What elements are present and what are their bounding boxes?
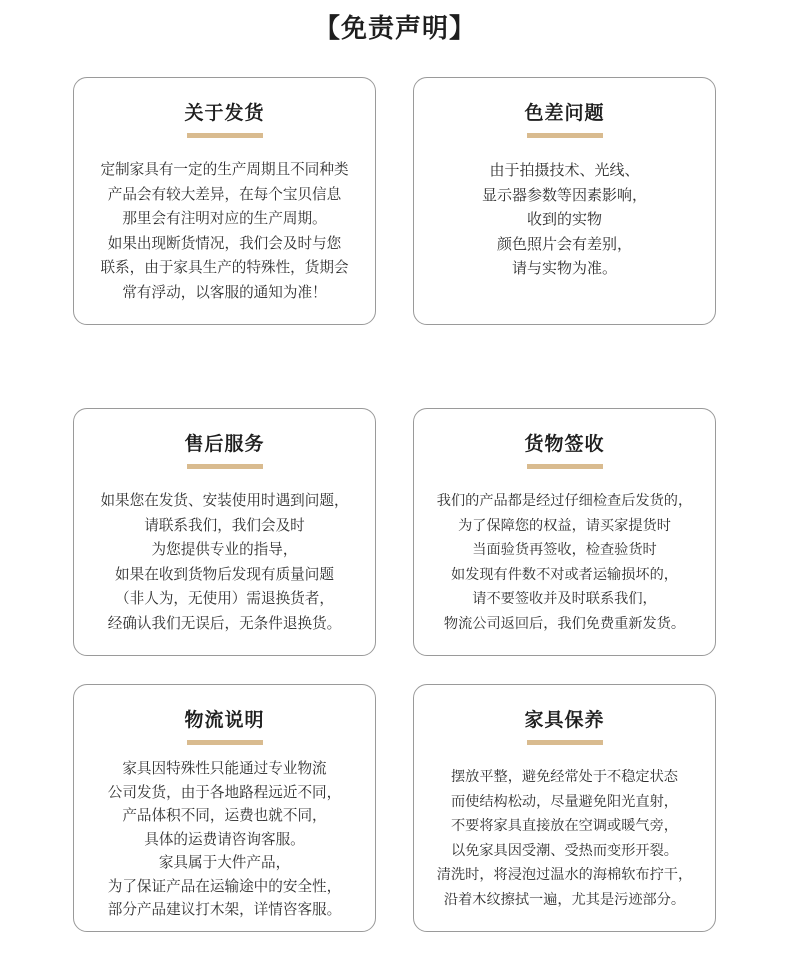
- text-line: 如果您在发货、安装使用时遇到问题，: [100, 492, 349, 509]
- text-line: 沿着木纹擦拭一遍，尤其是污迹部分。: [443, 891, 686, 908]
- text-line: 显示器参数等因素影响，: [481, 185, 647, 204]
- text-line: 而使结构松动，尽量避免阳光直射，: [450, 793, 678, 810]
- text-line: 家具属于大件产品，: [158, 854, 291, 871]
- text-line: 收到的实物: [526, 210, 602, 228]
- text-line: 请不要签收并及时联系我们，: [472, 591, 657, 607]
- card-furniture-care: [413, 684, 716, 932]
- card-delivery-receipt: [413, 408, 716, 656]
- text-line: 家具因特殊性只能通过专业物流: [122, 760, 327, 777]
- text-line: 那里会有注明对应的生产周期。: [122, 210, 327, 227]
- text-line: 部分产品建议打木架，详情咨客服。: [107, 901, 342, 918]
- page-title: 【免责声明】: [313, 14, 476, 44]
- card-text: [420, 765, 709, 912]
- title-underline: [187, 740, 263, 745]
- card-text: [420, 158, 709, 281]
- text-line: 为您提供专业的指导，: [151, 541, 298, 558]
- card-title: 货物签收: [524, 433, 605, 455]
- card-text: [420, 489, 709, 636]
- text-line: 如果出现断货情况，我们会及时与您: [107, 234, 342, 252]
- text-line: 为了保障您的权益，请买家提货时: [458, 517, 671, 534]
- text-line: 具体的运费请咨询客服。: [144, 830, 305, 848]
- card-title: 关于发货: [184, 102, 265, 124]
- card-title: 售后服务: [184, 433, 265, 455]
- title-underline: [187, 464, 263, 469]
- text-line: 请与实物为准。: [511, 259, 617, 277]
- text-line: （非人为，无使用）需退换货者，: [115, 590, 334, 607]
- card-text: [80, 158, 369, 305]
- card-logistics: [73, 684, 376, 932]
- text-line: 请联系我们，我们会及时: [144, 516, 305, 534]
- card-text: [80, 757, 369, 922]
- text-line: 物流公司返回后，我们免费重新发货。: [443, 615, 686, 632]
- text-line: 如发现有件数不对或者运输损坏的，: [450, 566, 678, 583]
- title-underline: [187, 133, 263, 138]
- title-underline: [527, 133, 603, 138]
- text-line: 不要将家具直接放在空调或暖气旁，: [450, 818, 678, 834]
- text-line: 产品体积不同，运费也就不同，: [122, 807, 327, 824]
- card-text: [80, 489, 369, 636]
- card-after-sales: [73, 408, 376, 656]
- text-line: 定制家具有一定的生产周期且不同种类: [100, 161, 349, 178]
- text-line: 如果在收到货物后发现有质量问题: [115, 565, 334, 583]
- text-line: 摆放平整，避免经常处于不稳定状态: [450, 769, 678, 785]
- card-color-difference: [413, 77, 716, 325]
- text-line: 我们的产品都是经过仔细检查后发货的，: [436, 493, 693, 509]
- text-line: 为了保证产品在运输途中的安全性，: [107, 877, 342, 895]
- text-line: 当面验货再签收，检查验货时: [472, 542, 657, 558]
- text-line: 联系，由于家具生产的特殊性，货期会: [100, 259, 349, 276]
- card-shipping: [73, 77, 376, 325]
- text-line: 由于拍摄技术、光线、: [489, 161, 640, 179]
- text-line: 颜色照片会有差别，: [496, 234, 632, 253]
- text-line: 以免家具因受潮、受热而变形开裂。: [450, 842, 678, 859]
- card-title: 色差问题: [524, 102, 605, 124]
- text-line: 公司发货，由于各地路程远近不同，: [107, 783, 342, 801]
- text-line: 清洗时，将浸泡过温水的海棉软布拧干，: [436, 867, 693, 883]
- text-line: 产品会有较大差异，在每个宝贝信息: [107, 185, 342, 203]
- card-title: 物流说明: [184, 709, 265, 731]
- text-line: 经确认我们无误后，无条件退换货。: [107, 614, 342, 632]
- title-underline: [527, 464, 603, 469]
- text-line: 常有浮动，以客服的通知为准！: [122, 283, 327, 301]
- card-title: 家具保养: [524, 709, 605, 731]
- title-underline: [527, 740, 603, 745]
